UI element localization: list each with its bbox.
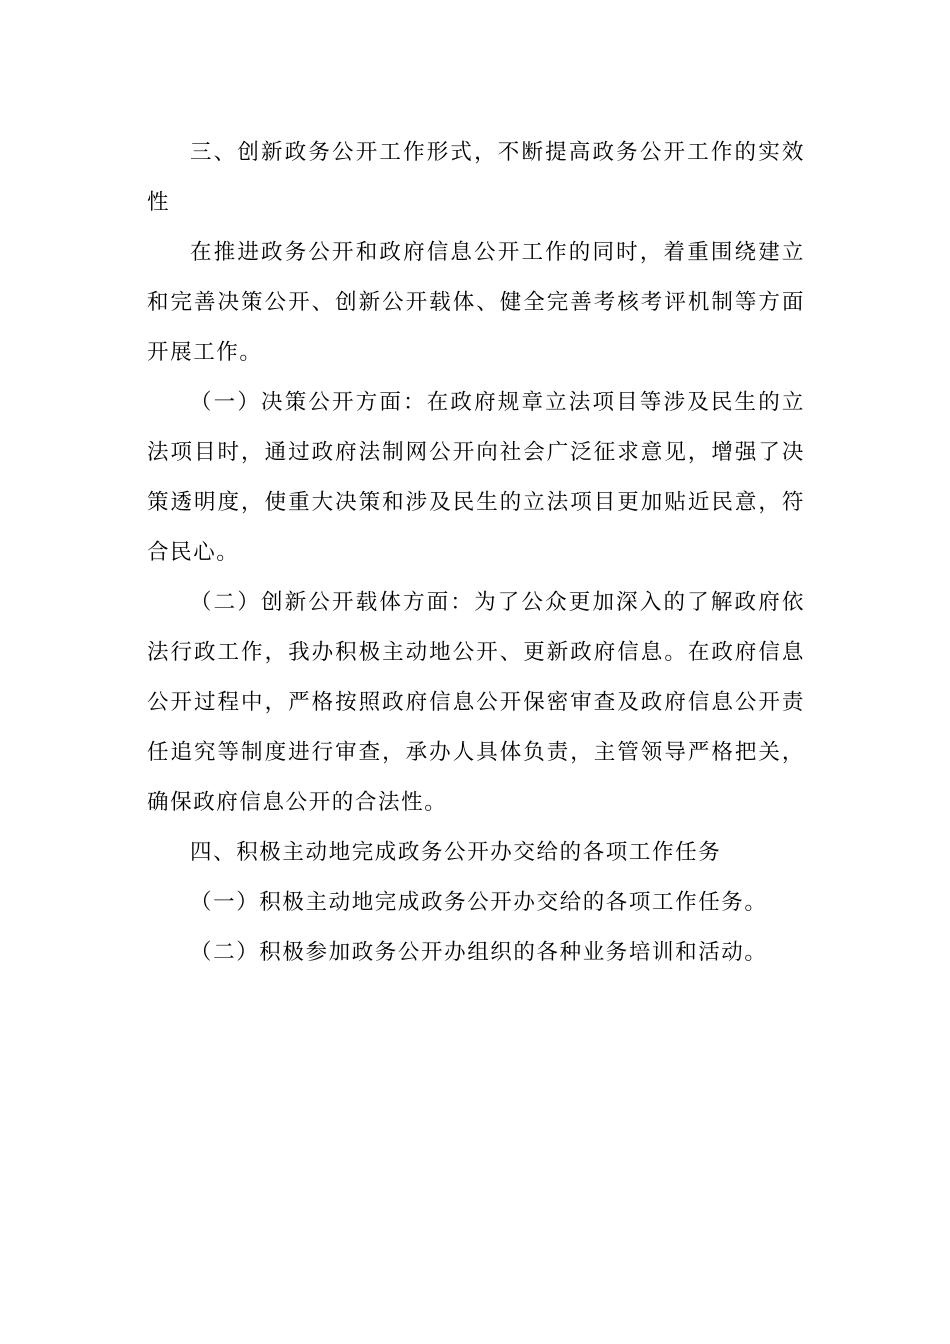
section-heading-3: 三、创新政务公开工作形式，不断提高政务公开工作的实效性 [147, 140, 805, 215]
paragraph-decision-disclosure: （一）决策公开方面：在政府规章立法项目等涉及民生的立法项目时，通过政府法制网公开向社会广泛征求意见，增强了决策透明度，使重大决策和涉及民生的立法项目更加贴近民意，符合民心。 [147, 390, 805, 565]
document-body [147, 128, 805, 978]
paragraph-disclosure-carrier: （二）创新公开载体方面：为了公众更加深入的了解政府依法行政工作，我办积极主动地公开、更新政府信息。在政府信息公开过程中，严格按照政府信息公开保密审查及政府信息公开责任追究等制度进行审查，承办人具体负责，主管领导严格把关，确保政府信息公开的合法性。 [147, 590, 805, 815]
section-heading-4: 四、积极主动地完成政务公开办交给的各项工作任务 [190, 840, 722, 865]
paragraph-task-1: （一）积极主动地完成政务公开办交给的各项工作任务。 [190, 890, 768, 915]
paragraph-intro: 在推进政务公开和政府信息公开工作的同时，着重围绕建立和完善决策公开、创新公开载体、健全完善考核考评机制等方面开展工作。 [147, 240, 805, 365]
paragraph-task-2: （二）积极参加政务公开办组织的各种业务培训和活动。 [190, 940, 768, 965]
